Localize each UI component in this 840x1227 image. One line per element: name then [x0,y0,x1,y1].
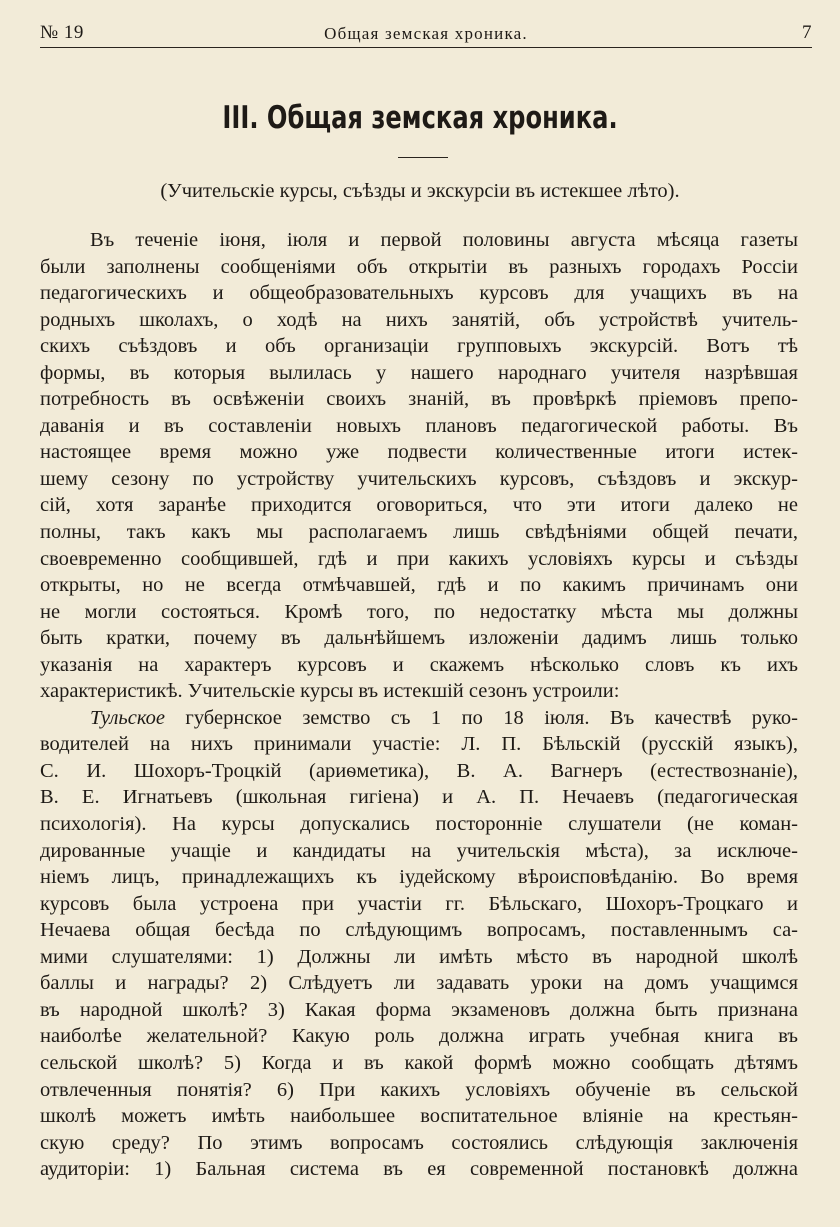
text-line: Въ теченіе іюня, іюля и первой половины августа мѣсяца газеты [90,229,798,251]
text-line: сельской школѣ? 5) Когда и въ какой формѣ можно сообщать дѣтямъ [40,1051,798,1074]
text-line: мими слушателями: 1) Должны ли имѣть мѣсто въ народной школѣ [40,945,798,968]
text-line: курсовъ была устроена при участіи гг. Бѣльскаго, Шохоръ-Троцкаго и [40,892,798,915]
text-line: характеристикѣ. Учительскіе курсы въ истекшій сезонъ устроили: [40,680,620,703]
text-line: настоящее время можно уже подвести количественные итоги истек- [40,441,798,464]
text-line: В. Е. Игнатьевъ (школьная гигіена) и А. П. Нечаевъ (педагогическая [40,786,798,809]
text-line: скихъ съѣздовъ и объ организаціи групповыхъ экскурсій. Вотъ тѣ [40,335,798,358]
text-line [40,705,798,732]
text-line: шему сезону по устройству учительскихъ курсовъ, съѣздовъ и экскур- [40,467,798,490]
text-line: потребность въ освѣженіи своихъ знаній, въ провѣркѣ пріемовъ препо- [40,388,798,411]
page-number: 7 [802,22,812,43]
text-line: педагогическихъ и общеобразовательныхъ курсовъ для учащихъ въ на [40,282,798,305]
issue-number: № 19 [40,22,84,43]
text-line: дированные учащіе и кандидаты на учительскія мѣста), за исключе- [40,839,798,862]
text-line: психологія). На курсы допускались посторонніе слушатели (не коман- [40,813,798,836]
text-line: сій, хотя заранѣе приходится оговориться, что эти итоги далеко не [40,494,798,517]
text-line: С. И. Шохоръ-Троцкій (ариѳметика), В. А. Вагнеръ (естествознаніе), [40,759,798,782]
text-line: своевременно сообщившей, гдѣ и при какихъ условіяхъ курсы и съѣзды [40,547,798,570]
lead-rest: губернское земство съ 1 по 18 іюля. Въ качествѣ руко- [164,706,798,729]
text-line: водителей на нихъ принимали участіе: Л. П. Бѣльскій (русскій языкъ), [40,733,798,756]
text-line: указанія на характеръ курсовъ и скажемъ нѣсколько словъ къ ихъ [40,653,798,676]
text-line: были заполнены сообщеніями объ открытіи въ разныхъ городахъ Россіи [40,255,798,278]
text-line: аудиторіи: 1) Бальная система въ ея современной постановкѣ должна [40,1158,798,1181]
section-title: III. Общая земская хроника. [222,100,618,136]
text-line: формы, въ которыя вылилась у нашего народнаго учителя назрѣвшая [40,361,798,384]
text-line: быть кратки, почему въ дальнѣйшемъ изложеніи дадимъ лишь только [40,627,798,650]
section-subtitle: (Учительскіе курсы, съѣзды и экскурсіи въ истекшее лѣто). [160,180,680,202]
article-body [40,227,798,1183]
text-line: въ народной школѣ? 3) Какая форма экзаменовъ должна быть признана [40,998,798,1021]
italic-lead: Тульское [90,706,165,729]
text-line: скую среду? По этимъ вопросамъ состоялись слѣдующія заключенія [40,1131,798,1154]
text-line: отвлеченныя понятія? 6) При какихъ условіяхъ обученіе въ сельской [40,1078,798,1101]
text-line: ніемъ лицъ, принадлежащихъ къ іудейскому вѣроисповѣданію. Во время [40,866,798,889]
running-head [40,20,812,48]
text-line: даванія и въ составленіи новыхъ плановъ педагогической работы. Въ [40,414,798,437]
title-divider [398,157,448,158]
text-line: открыты, но не всегда отмѣчавшей, гдѣ и по какимъ причинамъ они [40,574,798,597]
header-rule [40,47,812,48]
text-line: родныхъ школахъ, о ходѣ на нихъ занятій, объ устройствѣ учитель- [40,308,798,331]
text-line: школѣ можетъ имѣть наибольшее воспитательное вліяніе на крестьян- [40,1105,798,1128]
journal-title: Общая земская хроника. [324,24,528,43]
text-line: Нечаева общая бесѣда по слѣдующимъ вопросамъ, поставленнымъ са- [40,919,798,942]
text-line: полны, такъ какъ мы располагаемъ лишь свѣдѣніями общей печати, [40,521,798,544]
text-line: наиболѣе желательной? Какую роль должна играть учебная книга въ [40,1025,798,1048]
text-line: не могли состояться. Кромѣ того, по недостатку мѣста мы должны [40,600,798,623]
text-line: баллы и награды? 2) Слѣдуетъ ли задавать уроки на домъ учащимся [40,972,798,995]
